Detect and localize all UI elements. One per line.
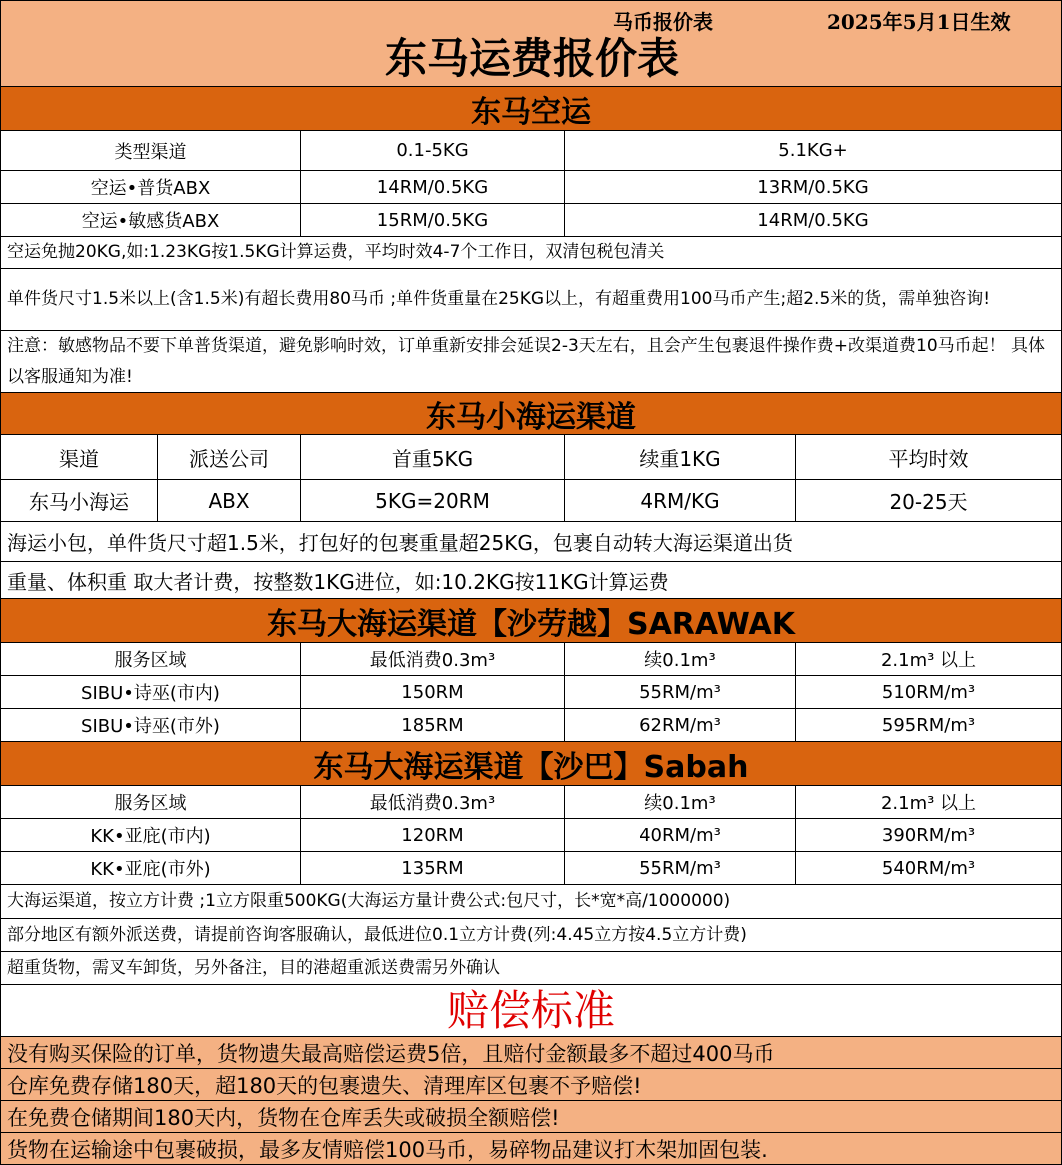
small-sea-first-weight: 5KG=20RM bbox=[301, 480, 565, 521]
sea-note-2 bbox=[0, 919, 1062, 952]
air-row-sensitive bbox=[0, 204, 1062, 237]
sea-note-3-text: 超重货物，需叉车卸货，另外备注，目的港超重派送费需另外确认 bbox=[7, 957, 500, 978]
air-header-row bbox=[0, 131, 1062, 171]
compensation-item-1-text: 没有购买保险的订单，货物遗失最高赔偿运费5倍，且赔付金额最多不超过400马币 bbox=[7, 1041, 775, 1066]
sea-note-2-text: 部分地区有额外派送费，请提前咨询客服确认，最低进位0.1立方计费(列:4.45立方按4.5立方计费) bbox=[7, 924, 747, 945]
sabah-outer-min: 135RM bbox=[301, 852, 565, 884]
sabah-col-min: 最低消费0.3m³ bbox=[301, 786, 565, 818]
sea-note-3 bbox=[0, 952, 1062, 985]
sarawak-row-outer bbox=[0, 709, 1062, 742]
air-row-general-type: 空运•普货ABX bbox=[1, 171, 301, 203]
sarawak-outer-min: 185RM bbox=[301, 709, 565, 741]
small-sea-col-time: 平均时效 bbox=[888, 446, 969, 471]
sarawak-col-extra: 续0.1m³ bbox=[565, 643, 796, 675]
compensation-item-3-text: 在免费仓储期间180天内，货物在仓库丢失或破损全额赔偿! bbox=[7, 1105, 560, 1130]
compensation-item-2-text: 仓库免费存储180天，超180天的包裹遗失、清理库区包裹不予赔偿! bbox=[7, 1073, 642, 1098]
small-sea-avg-time: 20-25天 bbox=[889, 490, 968, 514]
sea-note-1 bbox=[0, 885, 1062, 919]
sabah-row-outer bbox=[0, 852, 1062, 885]
small-sea-col-courier: 派送公司 bbox=[158, 435, 301, 479]
sabah-row-inner bbox=[0, 819, 1062, 852]
air-note-3 bbox=[0, 331, 1062, 393]
air-row-general-light: 14RM/0.5KG bbox=[301, 171, 565, 203]
air-col-type: 类型渠道 bbox=[1, 131, 301, 170]
sarawak-col-min: 最低消费0.3m³ bbox=[301, 643, 565, 675]
sabah-inner-bulk: 390RM/m³ bbox=[881, 824, 976, 846]
sabah-inner-area: KK•亚庇(市内) bbox=[1, 819, 301, 851]
small-sea-extra-weight: 4RM/KG bbox=[565, 480, 796, 521]
small-sea-channel: 东马小海运 bbox=[1, 480, 158, 521]
currency-label: 马币报价表 bbox=[613, 10, 713, 34]
small-sea-header-row bbox=[0, 435, 1062, 480]
sabah-outer-bulk: 540RM/m³ bbox=[881, 857, 976, 879]
sarawak-col-bulk: 2.1m³ 以上 bbox=[880, 650, 977, 671]
sarawak-section-title: 东马大海运渠道【沙劳越】SARAWAK bbox=[266, 606, 795, 642]
compensation-item-3 bbox=[0, 1101, 1062, 1133]
sabah-section-title: 东马大海运渠道【沙巴】Sabah bbox=[313, 749, 749, 785]
sarawak-outer-bulk: 595RM/m³ bbox=[881, 714, 976, 736]
sabah-header-row bbox=[0, 786, 1062, 819]
small-sea-note-1 bbox=[0, 522, 1062, 562]
sarawak-inner-area: SIBU•诗巫(市内) bbox=[1, 676, 301, 708]
small-sea-section-title: 东马小海运渠道 bbox=[426, 399, 636, 435]
sarawak-header-row bbox=[0, 643, 1062, 676]
air-note-2-text: 单件货尺寸1.5米以上(含1.5米)有超长费用80马币 ;单件货重量在25KG以上，有超重费用100马币产生;超2.5米的货，需单独咨询! bbox=[7, 289, 991, 309]
sarawak-inner-min: 150RM bbox=[301, 676, 565, 708]
sarawak-inner-bulk: 510RM/m³ bbox=[881, 681, 976, 703]
air-section-header bbox=[0, 87, 1062, 131]
small-sea-note-2 bbox=[0, 562, 1062, 599]
sabah-inner-extra: 40RM/m³ bbox=[565, 819, 796, 851]
air-row-sensitive-light: 15RM/0.5KG bbox=[301, 204, 565, 236]
air-row-sensitive-type: 空运•敏感货ABX bbox=[1, 204, 301, 236]
air-row-general bbox=[0, 171, 1062, 204]
air-col-light: 0.1-5KG bbox=[301, 131, 565, 170]
small-sea-col-first: 首重5KG bbox=[301, 435, 565, 479]
air-section-title: 东马空运 bbox=[471, 94, 591, 130]
sabah-inner-min: 120RM bbox=[301, 819, 565, 851]
air-note-1-text: 空运免抛20KG,如:1.23KG按1.5KG计算运费，平均时效4-7个工作日，双清包税包清关 bbox=[7, 242, 665, 262]
sarawak-outer-extra: 62RM/m³ bbox=[565, 709, 796, 741]
sarawak-outer-area: SIBU•诗巫(市外) bbox=[1, 709, 301, 741]
compensation-header bbox=[0, 985, 1062, 1037]
effective-date: 2025年5月1日生效 bbox=[827, 10, 1011, 34]
sabah-col-bulk: 2.1m³ 以上 bbox=[880, 793, 977, 814]
air-row-sensitive-heavy: 14RM/0.5KG bbox=[757, 209, 869, 231]
sarawak-row-inner bbox=[0, 676, 1062, 709]
small-sea-data-row bbox=[0, 480, 1062, 522]
air-note-3-text: 注意：敏感物品不要下单普货渠道，避免影响时效，订单重新安排会延误2-3天左右，且会产生包裹退件操作费+改渠道费10马币起！ 具体以客服通知为准! bbox=[7, 335, 1046, 387]
sabah-section-header bbox=[0, 742, 1062, 786]
compensation-item-4-text: 货物在运输途中包裹破损，最多友情赔偿100马币，易碎物品建议打木架加固包装. bbox=[7, 1137, 768, 1162]
sabah-col-area: 服务区域 bbox=[1, 786, 301, 818]
sabah-outer-extra: 55RM/m³ bbox=[565, 852, 796, 884]
sea-note-1-text: 大海运渠道，按立方计费 ;1立方限重500KG(大海运方量计费公式:包尺寸，长*宽*高/1000000) bbox=[7, 891, 731, 911]
small-sea-col-extra: 续重1KG bbox=[565, 435, 796, 479]
air-note-1 bbox=[0, 237, 1062, 269]
small-sea-note-1-text: 海运小包，单件货尺寸超1.5米，打包好的包裹重量超25KG，包裹自动转大海运渠道出货 bbox=[7, 531, 793, 555]
sheet-header bbox=[0, 0, 1062, 87]
compensation-item-2 bbox=[0, 1069, 1062, 1101]
sabah-outer-area: KK•亚庇(市外) bbox=[1, 852, 301, 884]
small-sea-section-header bbox=[0, 393, 1062, 435]
sarawak-col-area: 服务区域 bbox=[1, 643, 301, 675]
compensation-item-1 bbox=[0, 1037, 1062, 1069]
air-col-heavy: 5.1KG+ bbox=[778, 140, 848, 161]
page-title: 东马运费报价表 bbox=[384, 34, 679, 83]
sabah-col-extra: 续0.1m³ bbox=[565, 786, 796, 818]
small-sea-courier: ABX bbox=[158, 480, 301, 521]
compensation-title: 赔偿标准 bbox=[446, 985, 615, 1035]
air-row-general-heavy: 13RM/0.5KG bbox=[757, 176, 869, 198]
small-sea-note-2-text: 重量、体积重 取大者计费，按整数1KG进位，如:10.2KG按11KG计算运费 bbox=[7, 569, 669, 594]
sarawak-inner-extra: 55RM/m³ bbox=[565, 676, 796, 708]
compensation-item-4 bbox=[0, 1133, 1062, 1165]
air-note-2 bbox=[0, 269, 1062, 331]
sarawak-section-header bbox=[0, 599, 1062, 643]
small-sea-col-channel: 渠道 bbox=[1, 435, 158, 479]
